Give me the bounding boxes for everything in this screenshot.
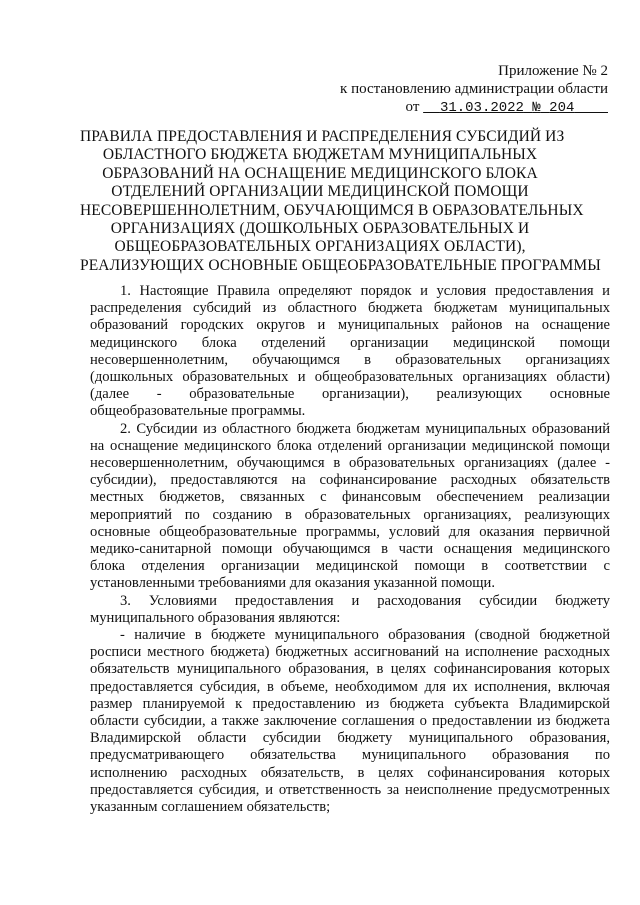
title-line: ОРГАНИЗАЦИЯХ (ДОШКОЛЬНЫХ ОБРАЗОВАТЕЛЬНЫХ И xyxy=(110,220,530,238)
text-line: обязательств муниципального образования, в целях софинансирования которых xyxy=(90,661,610,678)
text-line: муниципального образования являются: xyxy=(90,609,341,626)
text-line: местных бюджетов, связанных с финансовым обеспечением реализации xyxy=(90,489,610,506)
text-line: 3. Условиями предоставления и расходования субсидии бюджету xyxy=(120,592,610,609)
text-line: основные общеобразовательные программы, условий для оказания первичной xyxy=(90,523,610,540)
text-line: образований городских округов и муниципальных районов на оснащение xyxy=(90,317,610,334)
appendix-title: Приложение № 2 xyxy=(498,63,608,79)
text-line: Владимирской области субсидии бюджету муниципального образования, xyxy=(90,730,610,747)
text-line: - наличие в бюджете муниципального образования (сводной бюджетной xyxy=(120,627,610,644)
title-line: ПРАВИЛА ПРЕДОСТАВЛЕНИЯ И РАСПРЕДЕЛЕНИЯ СУБСИДИЙ ИЗ xyxy=(80,128,565,145)
text-line: предоставляется субсидия, в объеме, необходимом для их исполнения, включая xyxy=(90,678,610,695)
text-line: мероприятий по созданию в образовательных организациях, реализующих xyxy=(90,506,610,523)
text-line: на оснащение медицинского блока отделений организации медицинской помощи xyxy=(90,437,610,454)
title-line: РЕАЛИЗУЮЩИХ ОСНОВНЫЕ ОБЩЕОБРАЗОВАТЕЛЬНЫЕ ПРОГРАММЫ xyxy=(80,256,601,274)
appendix-block xyxy=(340,62,608,117)
paragraph-1 xyxy=(90,283,610,421)
title-line: ОБЩЕОБРАЗОВАТЕЛЬНЫХ ОРГАНИЗАЦИЯХ ОБЛАСТИ), xyxy=(114,238,526,256)
text-line: (дошкольных образовательных и общеобразовательных организациях области) xyxy=(90,369,610,386)
text-line: медицинского блока отделений организации медицинской помощи xyxy=(90,334,610,351)
text-line: указанным соглашением обязательств; xyxy=(90,799,331,816)
appendix-subtitle: к постановлению администрации области xyxy=(340,81,608,97)
paragraph-3 xyxy=(90,593,610,627)
paragraph-3-item xyxy=(90,627,610,816)
text-line: 2. Субсидии из областного бюджета бюджетам муниципальных образований xyxy=(120,420,610,437)
decree-date: 31.03.2022 xyxy=(439,100,524,116)
text-line: установленными требованиями для оказания указанной помощи. xyxy=(90,575,495,592)
text-line: блока отделения организации медицинской помощи в соответствии с xyxy=(90,558,610,575)
text-line: общеобразовательные программы. xyxy=(90,403,306,420)
title-line: ОБЛАСТНОГО БЮДЖЕТА БЮДЖЕТАМ МУНИЦИПАЛЬНЫХ xyxy=(102,146,538,164)
text-line: предоставляется субсидия, и ответственность за неисполнение предусмотренных xyxy=(90,781,610,798)
text-line: 1. Настоящие Правила определяют порядок и условия предоставления и xyxy=(120,283,610,299)
text-line: несовершеннолетним, обучающимся в образовательных организациях xyxy=(90,351,610,368)
text-line: размер планируемой к предоставлению из бюджета субъекта Владимирской xyxy=(90,695,610,712)
decree-number-label: № xyxy=(532,100,541,116)
title-line: ОБРАЗОВАНИЙ НА ОСНАЩЕНИЕ МЕДИЦИНСКОГО БЛОКА xyxy=(102,164,538,182)
from-label: от xyxy=(405,99,420,115)
text-line: исполнению расходных обязательств, в целях софинансирования которых xyxy=(90,764,610,781)
text-line: предусматривающего обязательства муниципального образования по xyxy=(90,747,610,764)
text-line: области субсидии, а также заключение соглашения о предоставлении из бюджета xyxy=(90,713,610,730)
title-line: НЕСОВЕРШЕННОЛЕТНИМ, ОБУЧАЮЩИМСЯ В ОБРАЗОВАТЕЛЬНЫХ xyxy=(80,201,584,219)
text-line: (далее - образовательные организации), реализующих основные xyxy=(90,386,610,403)
appendix-date-line xyxy=(340,98,608,117)
paragraph-2 xyxy=(90,421,610,593)
document-title xyxy=(80,128,601,275)
title-line: ОТДЕЛЕНИЙ ОРГАНИЗАЦИИ МЕДИЦИНСКОЙ ПОМОЩИ xyxy=(111,183,529,201)
decree-number: 204 xyxy=(549,100,575,116)
document-body xyxy=(90,283,610,816)
text-line: медико-санитарной помощи обучающимся в части оснащения медицинского xyxy=(90,541,610,558)
text-line: субсидии), предоставляются на софинансирование расходных обязательств xyxy=(90,472,610,489)
text-line: распределения субсидий из областного бюджета бюджетам муниципальных xyxy=(90,300,610,317)
text-line: росписи местного бюджета) бюджетных ассигнований на исполнение расходных xyxy=(90,644,610,661)
text-line: несовершеннолетним, обучающимся в образовательных организациях (далее - xyxy=(90,455,610,472)
